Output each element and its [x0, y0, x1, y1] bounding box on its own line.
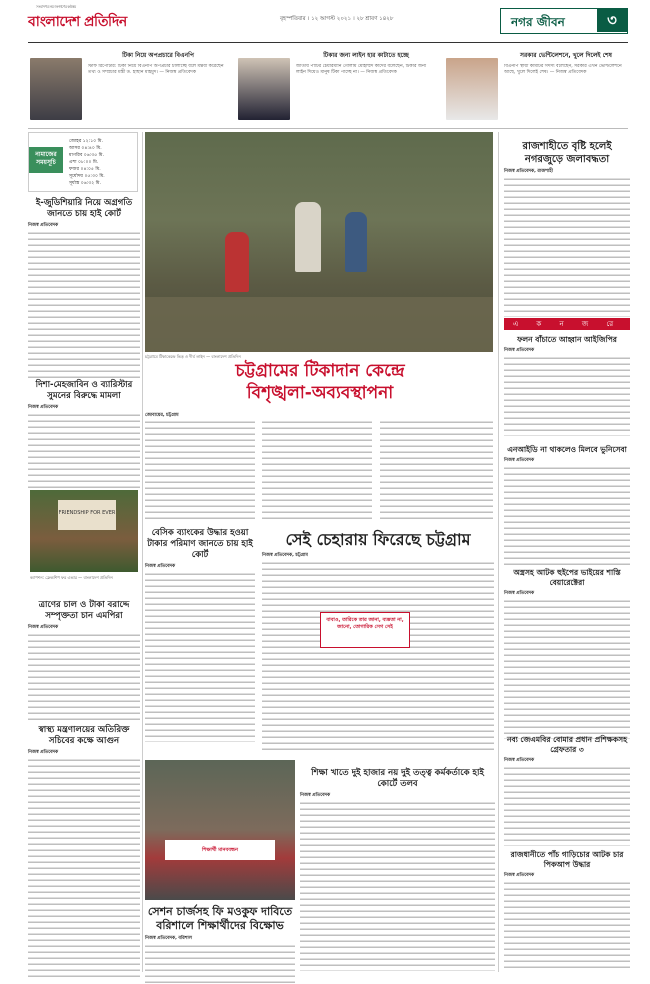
story3-body: বিএনপি স্থায়ী কমিটির সদস্য বলেছেন, সরকার এখন ভেন্টিলেশনে আছে, খুলে দিলেই শেষ। — নিজস্ব প্রতিবেদক	[504, 64, 622, 76]
story1-body: স্টাফ রিপোর্টার: টিকা নিয়ে বিএনপি অপপ্রচার চালাচ্ছে বলে মন্তব্য করেছেন তথ্য ও সম্প্রচার মন্ত্রী ড. হাছান মাহমুদ। — নিজস্ব প্রতিবেদক	[88, 64, 224, 76]
article-text	[28, 758, 140, 978]
left-photo	[30, 490, 138, 572]
story3-photo	[446, 58, 498, 120]
mid-story-4	[145, 905, 295, 984]
article-text	[504, 177, 630, 317]
person-figure	[225, 232, 249, 292]
right-story-1	[504, 140, 630, 317]
logo-tagline: সংবাদপত্র নয় জনগণের কণ্ঠস্বর	[36, 4, 76, 9]
main-article-col2	[262, 420, 372, 520]
byline: নিজস্ব প্রতিবেদক	[504, 873, 535, 878]
mid-story-headline: সেই চেহারায় ফিরেছে চট্টগ্রাম	[285, 530, 471, 549]
byline: নিজস্ব প্রতিবেদক	[504, 458, 535, 463]
main-headline	[145, 360, 495, 404]
article-text	[504, 599, 630, 739]
column-rule	[498, 132, 499, 972]
mid-story-headline: শিক্ষা খাতে দুই হাজার নয় দুই তত্ত্ব কর্মকর্তাকে হাই কোর্টে তলব	[311, 768, 484, 789]
mid-story-1	[145, 528, 255, 742]
article-text	[28, 231, 140, 381]
prayer-time: ফজর ০৪:০৫ মি.	[69, 167, 101, 172]
left-story-headline: স্বাস্থ্য মন্ত্রণালয়ের অতিরিক্ত সচিবের কক্ষে আগুন	[38, 725, 130, 746]
story1-photo	[30, 58, 82, 120]
byline: নিজস্ব প্রতিবেদক	[300, 793, 331, 798]
left-story-headline: ই-জুডিশিয়ারি নিয়ে অগ্রগতি জানতে চায় হাই কোর্ট	[35, 198, 133, 219]
right-story-6	[504, 850, 630, 971]
byline: নিজস্ব প্রতিবেদক	[504, 758, 535, 763]
protest-photo	[145, 760, 295, 900]
article-text	[145, 944, 295, 984]
right-story-headline: রাজশাহীতে বৃষ্টি হলেই নগরজুড়ে জলাবদ্ধতা	[522, 141, 612, 165]
left-story-headline: ত্রাণের চাল ও টাকা বরাদ্দে সম্পৃক্ততা চান এমপিরা	[38, 600, 130, 621]
mid-story-headline: বেসিক ব্যাংকের উদ্ধার হওয়া টাকার পরিমাণ জানতে চায় হাই কোর্ট	[147, 528, 253, 560]
prayer-time: এশা ০৮:০০ মি.	[69, 160, 99, 165]
article-text	[504, 881, 630, 971]
left-story-3	[28, 600, 140, 723]
newspaper-logo: সংবাদপত্র নয় জনগণের কণ্ঠস্বর বাংলাদেশ প্রতিদিন	[28, 4, 127, 30]
main-article-col3	[380, 420, 493, 520]
article-text	[504, 766, 630, 846]
prayer-time: সূর্যাস্ত ০৬:৩২ মি.	[69, 181, 102, 186]
article-text	[28, 413, 140, 491]
story2	[296, 50, 436, 126]
person-figure	[295, 202, 321, 272]
section-title: নগর জীবন	[511, 15, 565, 29]
story2-body: জাতীয় পার্টির চেয়ারম্যান গোলাম মোহাম্মদ কাদের বলেছেন, টিকার জন্য লাইন দিয়েও মানুষ টিকা পাচ্ছে না। — নিজস্ব প্রতিবেদক	[296, 64, 427, 76]
byline: নিজস্ব প্রতিবেদক	[28, 625, 59, 630]
byline: নিজস্ব প্রতিবেদক	[28, 223, 59, 228]
person-figure	[345, 212, 367, 272]
right-story-headline: এনআইডি না থাকলেও মিলবে ভুনিসেবা	[507, 445, 627, 454]
article-text	[300, 801, 495, 971]
right-story-headline: ফলন বাঁচাতে আহ্বান আইজিপির	[517, 335, 617, 344]
right-story-4	[504, 568, 630, 739]
left-story-headline: দিশা-মেহজাবিন ও ব্যারিস্টার সুমনের বিরুদ্ধে মামলা	[35, 380, 133, 401]
byline: নিজস্ব প্রতিবেদক	[28, 405, 59, 410]
masthead-rule	[28, 42, 628, 43]
left-story-1	[28, 198, 140, 381]
main-headline-line2: বিশৃঙ্খলা-অব্যবস্থাপনা	[246, 383, 394, 403]
story3-headline: সরকার ভেন্টিলেশনে, খুলে দিলেই শেষ	[520, 52, 612, 59]
story1	[88, 50, 228, 126]
main-byline: জোবায়ের, চট্টগ্রাম	[145, 413, 179, 418]
right-story-headline: রাজধানীতে পাঁচ গাড়িচোর আটক চার পিকআপ উদ্ধার	[510, 850, 624, 869]
flood-water	[145, 297, 493, 352]
page-number: ৩	[597, 9, 627, 32]
column-rule	[142, 132, 143, 972]
section-header	[500, 8, 628, 34]
date-line: বৃহস্পতিবার । ১২ আগস্ট ২০২১ । ২৮ শ্রাবণ ১৪২৮	[280, 16, 394, 22]
pull-quote: বাবাও, তারিকে তার জানা, ব্যস্ততা না, জানো, তোগারিক সেগ সেই	[320, 612, 410, 648]
byline: নিজস্ব প্রতিবেদক	[504, 348, 535, 353]
right-story-5	[504, 735, 630, 846]
prayer-time: সূর্যোদয় ০৫:৩০ মি.	[69, 174, 105, 179]
section-tag-bar: এ ক ন জ রে	[504, 318, 630, 330]
byline: নিজস্ব প্রতিবেদক, রাজশাহী	[504, 169, 553, 174]
story2-photo	[238, 58, 290, 120]
right-story-headline: অস্ত্রসহ আটক হুইপের ভাইয়ের শাস্তি বেয়ারেক্টেরা	[513, 568, 621, 587]
right-story-2	[504, 335, 630, 436]
main-photo-caption: চট্টগ্রামে টিকাকেন্দ্রে ভিড় ও দীর্ঘ লাইন — বাংলাদেশ প্রতিদিন	[145, 354, 241, 359]
prayer-times-box	[28, 132, 138, 192]
article-text	[28, 633, 140, 723]
story3	[504, 50, 628, 126]
story2-headline: টিকার জন্য লাইন হার কাটাতে হচ্ছে	[323, 52, 409, 59]
main-article-col1	[145, 420, 255, 520]
mid-story-3	[300, 768, 495, 971]
article-text	[504, 466, 630, 566]
prayer-label: নামাজের সময়সূচি	[29, 147, 63, 173]
prayer-time: আসর ০৪:৪০ মি.	[69, 146, 102, 151]
left-photo-caption: ক্যাপশন: ফ্রেন্ডশিপ ফর এভার — বাংলাদেশ প্রতিদিন	[30, 575, 113, 580]
prayer-time: মাগরিব ০৬:৩৫ মি.	[69, 153, 105, 158]
left-story-2	[28, 380, 140, 491]
masthead	[0, 0, 650, 42]
left-story-4	[28, 725, 140, 978]
prayer-time: জোহর ১২:১০ মি.	[69, 139, 103, 144]
article-text	[145, 572, 255, 742]
right-story-headline: নব্য জেএমবির বোমার প্রধান প্রশিক্ষকসহ গ্রেফতার ৩	[506, 735, 628, 754]
story1-headline: টিকা নিয়ে অপপ্রচারে বিএনপি	[122, 52, 194, 59]
byline: নিজস্ব প্রতিবেদক, চট্টগ্রাম	[262, 553, 308, 558]
mid-story-headline: সেশন চার্জসহ ফি মওকুফ দাবিতে বরিশালে শিক্ষার্থীদের বিক্ষোভ	[147, 905, 293, 932]
protest-banner: শিক্ষার্থী মানববন্ধন	[165, 840, 275, 860]
top-row-rule	[28, 128, 628, 129]
signboard: FRIENDSHIP FOR EVER	[58, 500, 116, 530]
article-text	[504, 356, 630, 436]
article-text	[262, 561, 494, 751]
byline: নিজস্ব প্রতিবেদক	[504, 591, 535, 596]
right-story-3	[504, 445, 630, 566]
byline: নিজস্ব প্রতিবেদক, বরিশাল	[145, 936, 193, 941]
byline: নিজস্ব প্রতিবেদক	[145, 564, 176, 569]
main-headline-line1: চট্টগ্রামের টিকাদান কেন্দ্রে	[235, 361, 405, 381]
main-photo	[145, 132, 493, 352]
byline: নিজস্ব প্রতিবেদক	[28, 750, 59, 755]
